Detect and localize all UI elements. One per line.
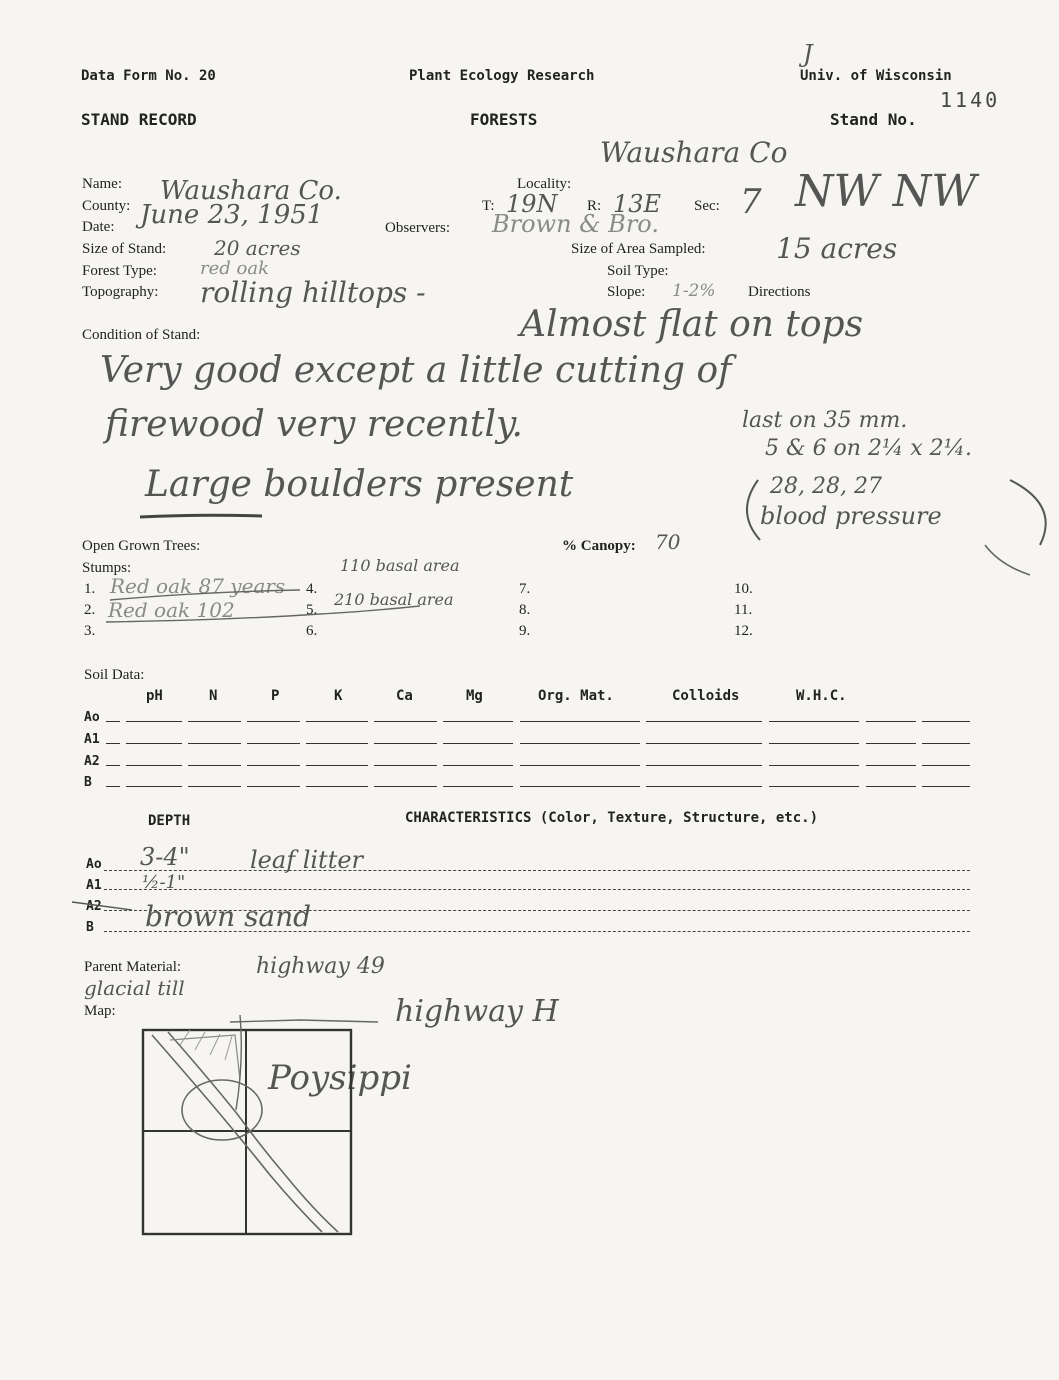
depth-row-label: Ao xyxy=(86,857,102,872)
soil-col-header: W.H.C. xyxy=(796,688,847,704)
soil-col-header: P xyxy=(271,688,280,704)
parent-material-value: glacial till xyxy=(84,976,185,1000)
map-highway-label: highway H xyxy=(395,994,559,1029)
stand-no-label: Stand No. xyxy=(830,110,917,129)
condition-line-2: firewood very recently. xyxy=(105,404,523,445)
depth-header: DEPTH xyxy=(148,813,191,829)
locality-label: Locality: xyxy=(517,176,572,192)
stump-number: 2. xyxy=(84,602,96,618)
ao-characteristics: leaf litter xyxy=(250,846,364,874)
topography-label: Topography: xyxy=(82,284,159,300)
map-town-label: Poysippi xyxy=(268,1058,412,1098)
stump-number: 1. xyxy=(84,581,96,597)
soil-row-label: Ao xyxy=(84,710,100,725)
soil-row-label: A2 xyxy=(84,754,100,769)
soil-col-header: Org. Mat. xyxy=(538,688,614,704)
ao-depth: 3-4" xyxy=(140,843,190,871)
observers-label: Observers: xyxy=(385,220,450,236)
form-number: Data Form No. 20 xyxy=(81,68,216,84)
area-value: 15 acres xyxy=(776,232,898,265)
parent-material-label: Parent Material: xyxy=(84,959,182,975)
canopy-label: % Canopy: xyxy=(562,538,636,554)
soil-col-header: Ca xyxy=(396,688,413,704)
soil-col-header: K xyxy=(334,688,343,704)
stand-no-value: 1140 xyxy=(940,88,1001,112)
condition-line-3: 5 & 6 on 2¼ x 2¼. xyxy=(765,436,972,461)
size-label: Size of Stand: xyxy=(82,241,167,257)
stump-number: 9. xyxy=(519,623,531,639)
stump-number: 6. xyxy=(306,623,318,639)
checkmark: J xyxy=(803,40,813,68)
county-label: County: xyxy=(82,198,131,214)
record-title: STAND RECORD xyxy=(81,110,197,129)
condition-line-0: Almost flat on tops xyxy=(520,304,864,345)
stump-5-value: 210 basal area xyxy=(334,590,454,609)
area-label: Size of Area Sampled: xyxy=(571,241,706,257)
university: Univ. of Wisconsin xyxy=(800,68,952,84)
slope-value: 1-2% xyxy=(672,281,716,301)
r-label: R: xyxy=(587,198,602,214)
condition-line-2b: last on 35 mm. xyxy=(742,408,908,433)
stump-number: 8. xyxy=(519,602,531,618)
stump-number: 11. xyxy=(734,602,753,618)
t-value: 19N xyxy=(506,190,558,218)
soil-col-header: Colloids xyxy=(672,688,740,704)
stumps-label: Stumps: xyxy=(82,560,132,576)
condition-line-4: Large boulders present xyxy=(145,464,574,505)
stump-2-value: Red oak 102 xyxy=(108,598,235,622)
category-title: FORESTS xyxy=(470,110,538,129)
b-characteristics: brown sand xyxy=(145,900,312,933)
stump-number: 3. xyxy=(84,623,96,639)
research-title: Plant Ecology Research xyxy=(409,68,595,84)
topography-value: rolling hilltops - xyxy=(200,276,426,309)
stump-1-value: Red oak 87 years xyxy=(110,574,286,598)
sec-value: 7 xyxy=(740,182,762,222)
r-value: 13E xyxy=(613,190,662,218)
stump-number: 7. xyxy=(519,581,531,597)
bp-values: 28, 28, 27 xyxy=(770,474,882,499)
forest-type-value: red oak xyxy=(200,258,269,279)
locality-value: Waushara Co xyxy=(600,136,788,169)
slope-label: Slope: xyxy=(607,284,646,300)
characteristics-header: CHARACTERISTICS (Color, Texture, Structure, etc.) xyxy=(405,810,819,826)
date-value: June 23, 1951 xyxy=(140,200,324,230)
soil-row-label: B xyxy=(84,775,92,790)
soil-data-label: Soil Data: xyxy=(84,667,145,683)
soil-col-header: Mg xyxy=(466,688,483,704)
name-label: Name: xyxy=(82,176,122,192)
stump-number: 5. xyxy=(306,602,318,618)
depth-row-label: A2 xyxy=(86,899,102,914)
depth-row-label: B xyxy=(86,920,94,935)
t-label: T: xyxy=(482,198,495,214)
county-value: Waushara Co. xyxy=(160,176,342,206)
depth-row-label: A1 xyxy=(86,878,102,893)
stump-number: 12. xyxy=(734,623,753,639)
stump-number: 4. xyxy=(306,581,318,597)
canopy-value: 70 xyxy=(655,530,681,554)
observers-value: Brown & Bro. xyxy=(492,210,659,238)
soil-type-label: Soil Type: xyxy=(607,263,669,279)
soil-col-header: pH xyxy=(146,688,163,704)
forest-type-label: Forest Type: xyxy=(82,263,157,279)
map-label: Map: xyxy=(84,1003,116,1019)
a1-depth: ½-1" xyxy=(142,872,186,893)
soil-row-label: A1 xyxy=(84,732,100,747)
open-grown-label: Open Grown Trees: xyxy=(82,538,201,554)
soil-col-header: N xyxy=(209,688,218,704)
highway-note: highway 49 xyxy=(256,954,385,979)
bp-label: blood pressure xyxy=(760,502,942,530)
nwnw-value: NW NW xyxy=(795,166,977,217)
directions-label: Directions xyxy=(748,284,811,300)
size-value: 20 acres xyxy=(214,236,301,260)
stump-4-value: 110 basal area xyxy=(340,556,460,575)
date-label: Date: xyxy=(82,219,115,235)
condition-label: Condition of Stand: xyxy=(82,327,201,343)
sec-label: Sec: xyxy=(694,198,720,214)
condition-line-1: Very good except a little cutting of xyxy=(100,350,732,391)
stump-number: 10. xyxy=(734,581,753,597)
